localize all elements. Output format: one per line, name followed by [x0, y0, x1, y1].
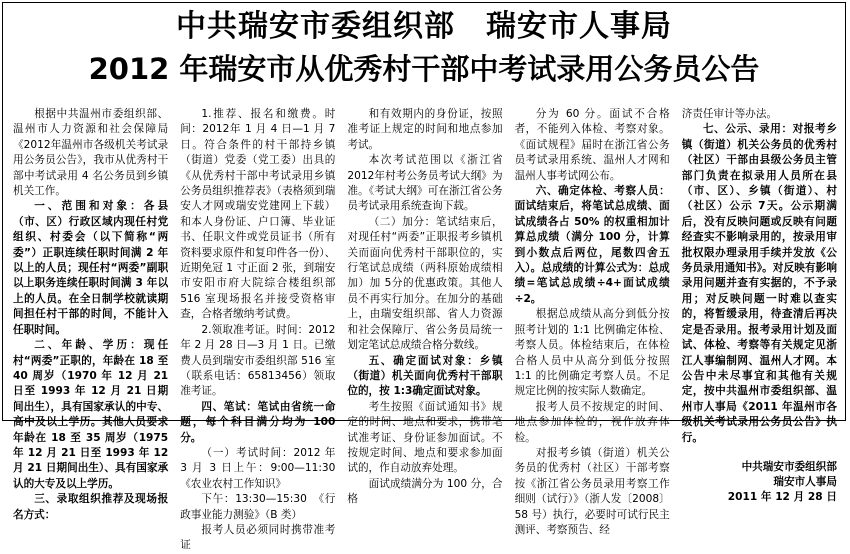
title-line-1: 中共瑞安市委组织部 瑞安市人事局: [176, 9, 672, 44]
signature-block: [682, 460, 837, 505]
body-paragraph: 对报考乡镇（街道）机关公务员的优秀村（社区）干部考察按《浙江省公务员录用考察工作细则（试行）》（浙人发〔2008〕58 号）执行，必要时可试行民主测评、考察预告、经: [514, 446, 670, 536]
body-paragraph: 报考人员必须同时携带准考证: [180, 523, 336, 552]
body-paragraph: 1.推荐、报名和缴费。时间：2012年 1 月 4 日—1 月 7 日。符合条件的村干部持乡镇（街道）党委（党工委）出具的《从优秀村干部中考试录用乡镇公务员组织推荐表》（表格须到瑞安人才网或瑞安党建网上下载）和本人身份证、户口簿、毕业证书、任职文件或党员证书（所有资料要求原件和复印件各一份）、近期免冠 1 寸正面 2 张，到瑞安市安阳市府大院综合楼组织部 516 室现场报名并接受资格审查，合格者缴纳考试费。: [180, 108, 336, 321]
body-paragraph: 2.领取准考证。时间：2012 年 2 月 28 日—3 月 1 日。已缴费人员到瑞安市委组织部 516 室（联系电话：65813456）领取准考证。: [180, 323, 336, 398]
body-paragraph: 下午：13:30—15:30 《行政事业能力测验》（B 类）: [180, 493, 336, 521]
body-paragraph: 和有效期内的身份证，按照准考证上规定的时间和地点参加考试。: [347, 108, 503, 151]
text-column: [7, 107, 174, 521]
section-paragraph: 四、笔试：笔试由省统一命题，每个科目满分均为 100 分。: [180, 400, 336, 444]
body-paragraph: （一）考试时间：2012 年 3 月 3 日上午：9:00—11:30《农业农村工作知识》: [180, 446, 336, 490]
body-paragraph: 面试成绩满分为 100 分，合格: [347, 477, 503, 506]
issuer-name: 瑞安市人事局: [773, 475, 837, 488]
body-paragraph: 根据总成绩从高分到低分按照考计划的 1:1 比例确定体检、考察人员。体检结束后，在体检合格人员中从高分到低分按照 1:1 的比例确定考察人员。不足规定比例的按实际人数确定。: [514, 308, 670, 398]
issue-date: 2011 年 12 月 28 日: [727, 490, 837, 503]
body-paragraph: 分为 60 分。面试不合格者，不能列入体检、考察对象。《面试规程》届时在浙江省公务员考试录用系统、温州人才网和温州人事考试网公布。: [514, 108, 670, 182]
body-paragraph: （二）加分：笔试结束后，对现任村“两委”正职报考乡镇机关而面向优秀村干部职位的，实行笔试总成绩（两科原始成绩相加）加 5分的优惠政策。其他人员不再实行加分。在加分的基础上，由瑞安组织部、省人力资源和社会保障厅、省公务员局统一划定笔试总成绩合格分数线。: [347, 215, 503, 352]
section-paragraph: 三、录取组织推荐及现场报名方式：: [13, 493, 169, 521]
body-paragraph: 根据中共温州市委组织部、温州市人力资源和社会保障局《2012年温州市各级机关考试录用公务员公告》，我市从优秀村干部中考试录用 4 名公务员到乡镇机关工作。: [13, 108, 169, 198]
body-paragraph: 本次考试范围以《浙江省 2012年村考公务员考试大纲》为准。《考试大纲》可在浙江省公务员考试录用系统查询下载。: [347, 154, 503, 213]
section-paragraph: 六、确定体检、考察人员：面试结束后，将笔试总成绩、面试成绩各占 50% 的权重相加计算总成绩（满分 100 分，计算到小数点后两位，尾数四舍五入）。总成绩的计算公式为：总成绩=笔试总成绩÷4+面试成绩÷2。: [514, 185, 670, 305]
announcement-frame: [2, 2, 846, 552]
text-column: [341, 107, 508, 506]
body-paragraph: 济责任审计等办法。: [681, 108, 778, 120]
title-line-2: 2012 年瑞安市从优秀村干部中考试录用公务员公告: [88, 52, 760, 86]
body-paragraph: 考生按照《面试通知书》规定的时间、地点和要求，携带笔试准考证、身份证参加面试。不按规定时间、地点和要求参加面试的，作自动放弃处理。: [347, 400, 503, 475]
text-column: [676, 107, 843, 503]
announcement-body: [7, 107, 843, 552]
text-column: [174, 107, 341, 552]
issuer-name: 中共瑞安市委组织部: [741, 460, 837, 473]
body-paragraph: 报考人员不按规定的时间、地点参加体检的，视作放弃体检。: [514, 400, 670, 444]
section-paragraph: 一、范围和对象：各县（市、区）行政区域内现任村党组织、村委会（以下简称“两委”）正职连续任职时间满 2 年以上的人员；现任村“两委”副职以上职务连续任职时间满 3 年以上的人员。在全日制学校就读期间担任村干部的时间，不能计入任职时间。: [13, 200, 169, 336]
section-paragraph: 二、年龄、学历：现任村“两委”正职的，年龄在 18 至 40 周岁（1970 年 12 月 21 日至 1993 年 12 月 21 日期间出生），具有国家承认的中专、高中及以上学历。其他人员要求年龄在 18 至 35 周岁（1975年 12 月 21 日至 1993 年 12 月 21 日期间出生）、具有国家承认的大专及以上学历。: [13, 339, 169, 490]
section-paragraph: 五、确定面试对象：乡镇（街道）机关面向优秀村干部职位的，按 1:3确定面试对象。: [347, 354, 503, 398]
section-paragraph: 七、公示、录用：对报考乡镇（街道）机关公务员的优秀村（社区）干部由县级公务员主管部门负责在拟录用人员所在县（市、区）、乡镇（街道）、村（社区）公示 7天。公示期满后，没有反映问题或反映有问题经查实不影响录用的，按录用审批权限办理录用手续并发放《公务员录用通知书》。对反映有影响录用问题并查有实据的，不予录用；对反映问题一时难以查实的，将暂缓录用，待查清后再决定是否录用。报考录用计划及面试、体检、考察等有关规定见浙江人事编制网、温州人才网。本公告中未尽事宜和其他有关规定，按中共温州市委组织部、温州市人事局《2011 年温州市各级机关考试录用公务员公告》执行。: [681, 123, 837, 444]
text-column: [509, 107, 676, 536]
